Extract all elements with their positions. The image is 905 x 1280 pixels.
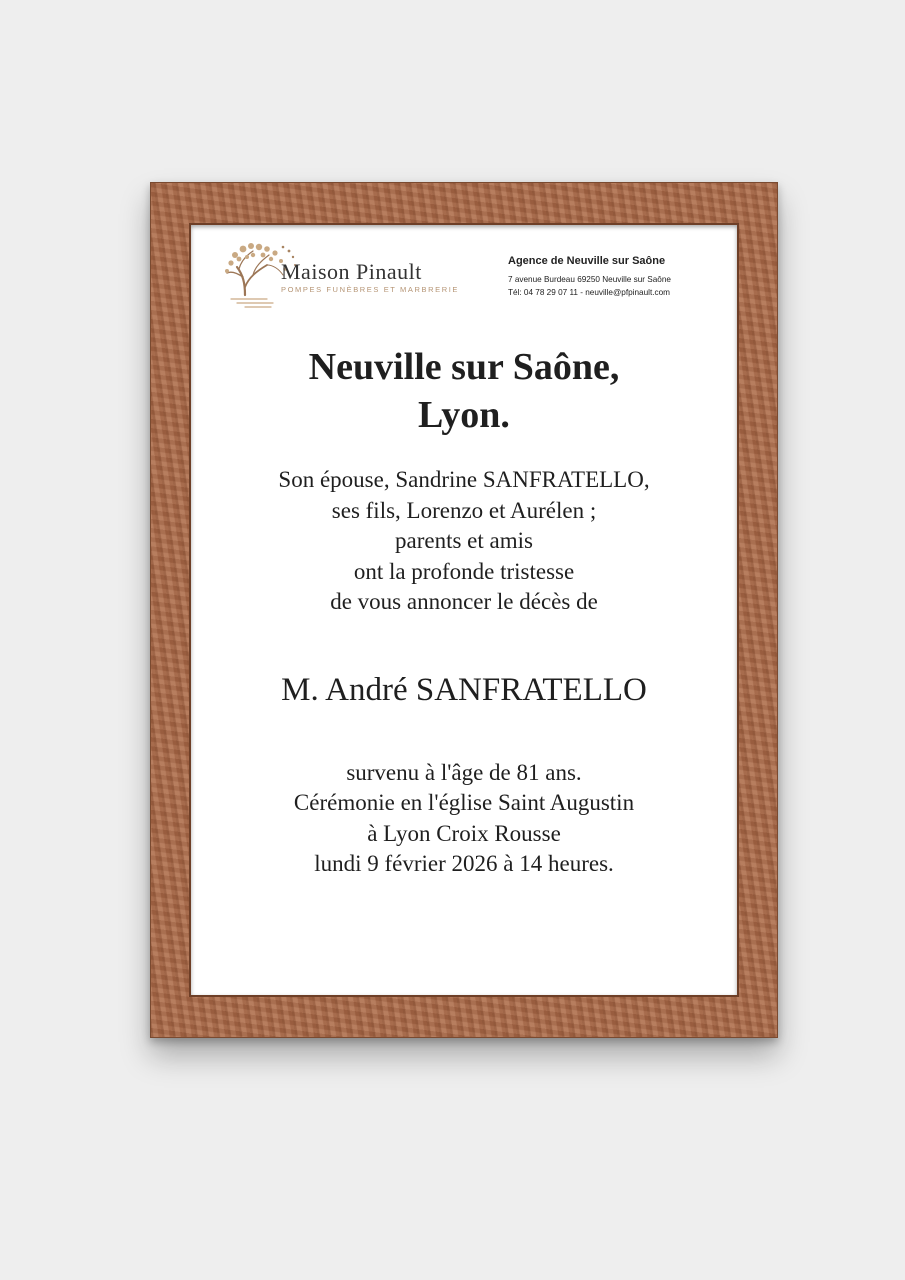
ceremony-details — [191, 758, 737, 880]
family-line: Son épouse, Sandrine SANFRATELLO, — [278, 467, 650, 492]
family-line: ses fils, Lorenzo et Aurélen ; — [331, 497, 597, 523]
agency-phone-email: Tél: 04 78 29 07 11 - neuville@pfpinault.com — [508, 288, 670, 297]
agency-contact-block — [508, 255, 671, 299]
family-announcement — [191, 465, 737, 618]
agency-name: Agence de Neuville sur Saône — [508, 255, 666, 267]
family-line: ont la profonde tristesse — [353, 558, 575, 584]
wooden-picture-frame — [150, 182, 778, 1038]
notice-place-heading — [191, 343, 737, 439]
place-line: Lyon. — [418, 394, 510, 436]
family-line: de vous annoncer le décès de — [330, 589, 598, 614]
detail-line: Cérémonie en l'église Saint Augustin — [293, 790, 635, 815]
place-line: Neuville sur Saône, — [308, 346, 620, 388]
notice-content — [191, 343, 737, 880]
maison-pinault-logo — [223, 237, 473, 311]
family-line: parents et amis — [395, 528, 533, 553]
logo-tagline: POMPES FUNÈBRES ET MARBRERIE — [281, 285, 460, 294]
logo-wordmark: Maison Pinault — [281, 259, 422, 284]
obituary-notice-paper — [191, 225, 737, 995]
agency-address: 7 avenue Burdeau 69250 Neuville sur Saône — [508, 275, 671, 284]
detail-line: lundi 9 février 2026 à 14 heures. — [314, 851, 614, 876]
detail-line: survenu à l'âge de 81 ans. — [346, 759, 582, 785]
deceased-name: M. André SANFRATELLO — [281, 671, 647, 708]
detail-line: à Lyon Croix Rousse — [367, 820, 561, 846]
